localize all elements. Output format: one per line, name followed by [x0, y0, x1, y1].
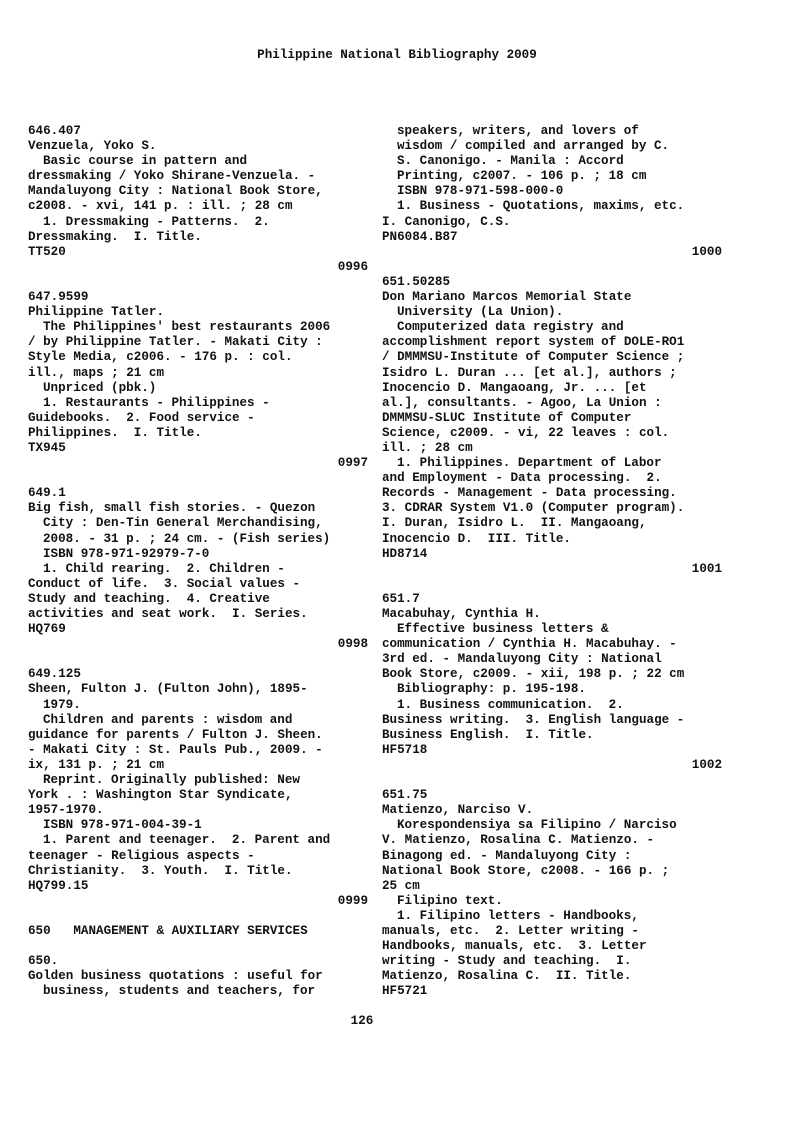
- bibliography-entry: [382, 275, 722, 577]
- entry-spacer: [28, 275, 368, 290]
- entry-line: Guidebooks. 2. Food service -: [28, 410, 255, 425]
- entry-line: Science, c2009. - vi, 22 leaves : col.: [382, 425, 670, 440]
- entry-spacer: [28, 939, 368, 954]
- entry-line: 1979.: [43, 697, 81, 712]
- entry-line: - Makati City : St. Pauls Pub., 2009. -: [28, 742, 323, 757]
- page-header: Philippine National Bibliography 2009: [257, 48, 537, 62]
- entry-spacer: [28, 909, 368, 924]
- entry-line: Binagong ed. - Mandaluyong City :: [382, 848, 632, 863]
- entry-line: Dressmaking. I. Title.: [28, 229, 202, 244]
- entry-number: 0998: [337, 637, 368, 652]
- entry-line: Philippines. I. Title.: [28, 425, 202, 440]
- entry-line: Business writing. 3. English language -: [382, 712, 685, 727]
- entry-line: Bibliography: p. 195-198.: [397, 682, 586, 697]
- entry-spacer: [28, 652, 368, 667]
- entry-line: Book Store, c2009. - xii, 198 p. ; 22 cm: [382, 667, 685, 682]
- entry-line: manuals, etc. 2. Letter writing -: [382, 923, 639, 938]
- entry-line: DMMMSU-SLUC Institute of Computer: [382, 410, 632, 425]
- left-column: [28, 124, 368, 999]
- entry-classification: 647.9599: [28, 290, 89, 305]
- entry-line: Inocencio D. III. Title.: [382, 531, 571, 546]
- entry-line: Christianity. 3. Youth. I. Title.: [28, 863, 293, 878]
- entry-line: Filipino text.: [397, 893, 503, 908]
- section-heading: [28, 924, 368, 939]
- entry-line: I. Canonigo, C.S.: [382, 214, 511, 229]
- entry-line: 1. Business - Quotations, maxims, etc.: [397, 199, 685, 214]
- entry-line: ISBN 978-971-004-39-1: [43, 818, 202, 833]
- entry-line: Children and parents : wisdom and: [43, 712, 293, 727]
- entry-line: Style Media, c2006. - 176 p. : col.: [28, 350, 293, 365]
- entry-number: 0997: [337, 456, 368, 471]
- entry-line: 1. Dressmaking - Patterns. 2.: [43, 214, 270, 229]
- entry-line: writing - Study and teaching. I.: [382, 954, 632, 969]
- right-column: [382, 124, 722, 999]
- bibliography-entry: [28, 667, 368, 909]
- entry-line: al.], consultants. - Agoo, La Union :: [382, 395, 662, 410]
- entry-number: 1000: [691, 244, 722, 259]
- entry-line: accomplishment report system of DOLE-RO1: [382, 335, 685, 350]
- entry-line: HF5718: [382, 742, 428, 757]
- entry-line: c2008. - xvi, 141 p. : ill. ; 28 cm: [28, 199, 293, 214]
- entry-line: and Employment - Data processing. 2.: [382, 471, 662, 486]
- entry-spacer: [382, 577, 722, 592]
- entry-line: 1957-1970.: [28, 803, 104, 818]
- entry-classification: 651.7: [382, 591, 420, 606]
- entry-line: Records - Management - Data processing.: [382, 486, 677, 501]
- entry-line: activities and seat work. I. Series.: [28, 607, 308, 621]
- entry-line: 1. Restaurants - Philippines -: [43, 395, 270, 410]
- entry-line: I. Duran, Isidro L. II. Mangaoang,: [382, 516, 647, 531]
- entry-number: 0999: [337, 893, 368, 908]
- entry-line: Korespondensiya sa Filipino / Narciso: [397, 818, 677, 833]
- entry-line: Study and teaching. 4. Creative: [28, 591, 270, 606]
- entry-classification: speakers, writers, and lovers of: [397, 124, 639, 138]
- entry-line: Handbooks, manuals, etc. 3. Letter: [382, 939, 647, 954]
- entry-line: 1. Philippines. Department of Labor: [397, 456, 662, 471]
- entry-line: teenager - Religious aspects -: [28, 848, 255, 863]
- page-number: 126: [350, 1014, 374, 1028]
- entry-line: dressmaking / Yoko Shirane-Venzuela. -: [28, 169, 316, 184]
- entry-line: 3. CDRAR System V1.0 (Computer program).: [382, 501, 685, 516]
- entry-line: Matienzo, Narciso V.: [382, 803, 534, 818]
- entry-line: TX945: [28, 440, 66, 455]
- bibliography-entry: [382, 592, 722, 773]
- entry-line: Golden business quotations : useful for: [28, 969, 323, 984]
- entry-line: 3rd ed. - Mandaluyong City : National: [382, 652, 662, 667]
- bibliography-entry: [28, 290, 368, 471]
- entry-classification: 646.407: [28, 124, 81, 138]
- entry-line: Effective business letters &: [397, 622, 609, 637]
- entry-line: business, students and teachers, for: [43, 984, 316, 999]
- entry-line: HD8714: [382, 546, 428, 561]
- entry-line: HQ769: [28, 622, 66, 637]
- entry-line: S. Canonigo. - Manila : Accord: [397, 154, 624, 169]
- entry-line: Philippine Tatler.: [28, 305, 165, 320]
- entry-line: / by Philippine Tatler. - Makati City :: [28, 335, 323, 350]
- entry-line: Matienzo, Rosalina C. II. Title.: [382, 969, 632, 984]
- bibliography-entry: [382, 124, 722, 260]
- entry-line: Computerized data registry and: [397, 320, 624, 335]
- entry-line: Sheen, Fulton J. (Fulton John), 1895-: [28, 682, 308, 697]
- entry-line: Mandaluyong City : National Book Store,: [28, 184, 323, 199]
- entry-number: 1001: [691, 561, 722, 576]
- entry-line: ill. ; 28 cm: [382, 440, 473, 455]
- entry-classification: 649.125: [28, 667, 81, 682]
- entry-line: Big fish, small fish stories. - Quezon: [28, 501, 316, 516]
- entry-classification: 651.75: [382, 788, 428, 803]
- entry-line: Inocencio D. Mangaoang, Jr. ... [et: [382, 380, 647, 395]
- entry-line: PN6084.B87: [382, 229, 458, 244]
- entry-line: City : Den-Tin General Merchandising,: [43, 516, 323, 531]
- entry-spacer: [382, 773, 722, 788]
- entry-line: ill., maps ; 21 cm: [28, 365, 165, 380]
- entry-line: The Philippines' best restaurants 2006: [43, 320, 331, 335]
- entry-line: 1. Business communication. 2.: [397, 697, 624, 712]
- entry-spacer: [382, 260, 722, 275]
- entry-line: TT520: [28, 244, 66, 259]
- entry-line: Business English. I. Title.: [382, 727, 594, 742]
- entry-line: 25 cm: [382, 878, 420, 893]
- entry-line: Isidro L. Duran ... [et al.], authors ;: [382, 365, 677, 380]
- entry-line: guidance for parents / Fulton J. Sheen.: [28, 727, 323, 742]
- entry-line: ix, 131 p. ; 21 cm: [28, 757, 165, 772]
- entry-number: 0996: [337, 259, 368, 274]
- entry-line: 2008. - 31 p. ; 24 cm. - (Fish series): [43, 531, 331, 546]
- entry-spacer: [28, 471, 368, 486]
- bibliography-entry: [382, 788, 722, 999]
- entry-line: ISBN 978-971-598-000-0: [397, 184, 564, 199]
- entry-line: Conduct of life. 3. Social values -: [28, 576, 301, 591]
- entry-line: Don Mariano Marcos Memorial State: [382, 290, 632, 305]
- entry-line: wisdom / compiled and arranged by C.: [397, 139, 670, 154]
- bibliography-entry: [28, 954, 368, 999]
- entry-line: York . : Washington Star Syndicate,: [28, 788, 293, 803]
- entry-classification: 651.50285: [382, 274, 451, 289]
- entry-line: HQ799.15: [28, 878, 89, 893]
- entry-line: / DMMMSU-Institute of Computer Science ;: [382, 350, 685, 365]
- entry-line: V. Matienzo, Rosalina C. Matienzo. -: [382, 833, 655, 848]
- entry-line: Reprint. Originally published: New: [43, 773, 300, 788]
- entry-number: 1002: [691, 757, 722, 772]
- entry-line: 1. Filipino letters - Handbooks,: [397, 908, 639, 923]
- entry-line: ISBN 978-971-92979-7-0: [43, 546, 210, 561]
- bibliography-entry: [28, 124, 368, 275]
- entry-line: 1. Child rearing. 2. Children -: [43, 561, 285, 576]
- entry-line: 1. Parent and teenager. 2. Parent and: [43, 833, 331, 848]
- bibliography-entry: [28, 486, 368, 652]
- entry-line: Venzuela, Yoko S.: [28, 139, 157, 154]
- entry-line: Basic course in pattern and: [43, 154, 248, 169]
- entry-classification: 649.1: [28, 486, 66, 501]
- entry-line: Printing, c2007. - 106 p. ; 18 cm: [397, 169, 647, 184]
- entry-line: communication / Cynthia H. Macabuhay. -: [382, 637, 677, 652]
- entry-classification: 650.: [28, 954, 59, 969]
- section-heading-text: 650 MANAGEMENT & AUXILIARY SERVICES: [28, 923, 308, 938]
- entry-line: HF5721: [382, 984, 428, 999]
- entry-line: National Book Store, c2008. - 166 p. ;: [382, 863, 670, 878]
- entry-line: University (La Union).: [397, 305, 564, 320]
- entry-line: Unpriced (pbk.): [43, 380, 157, 395]
- entry-line: Macabuhay, Cynthia H.: [382, 607, 541, 621]
